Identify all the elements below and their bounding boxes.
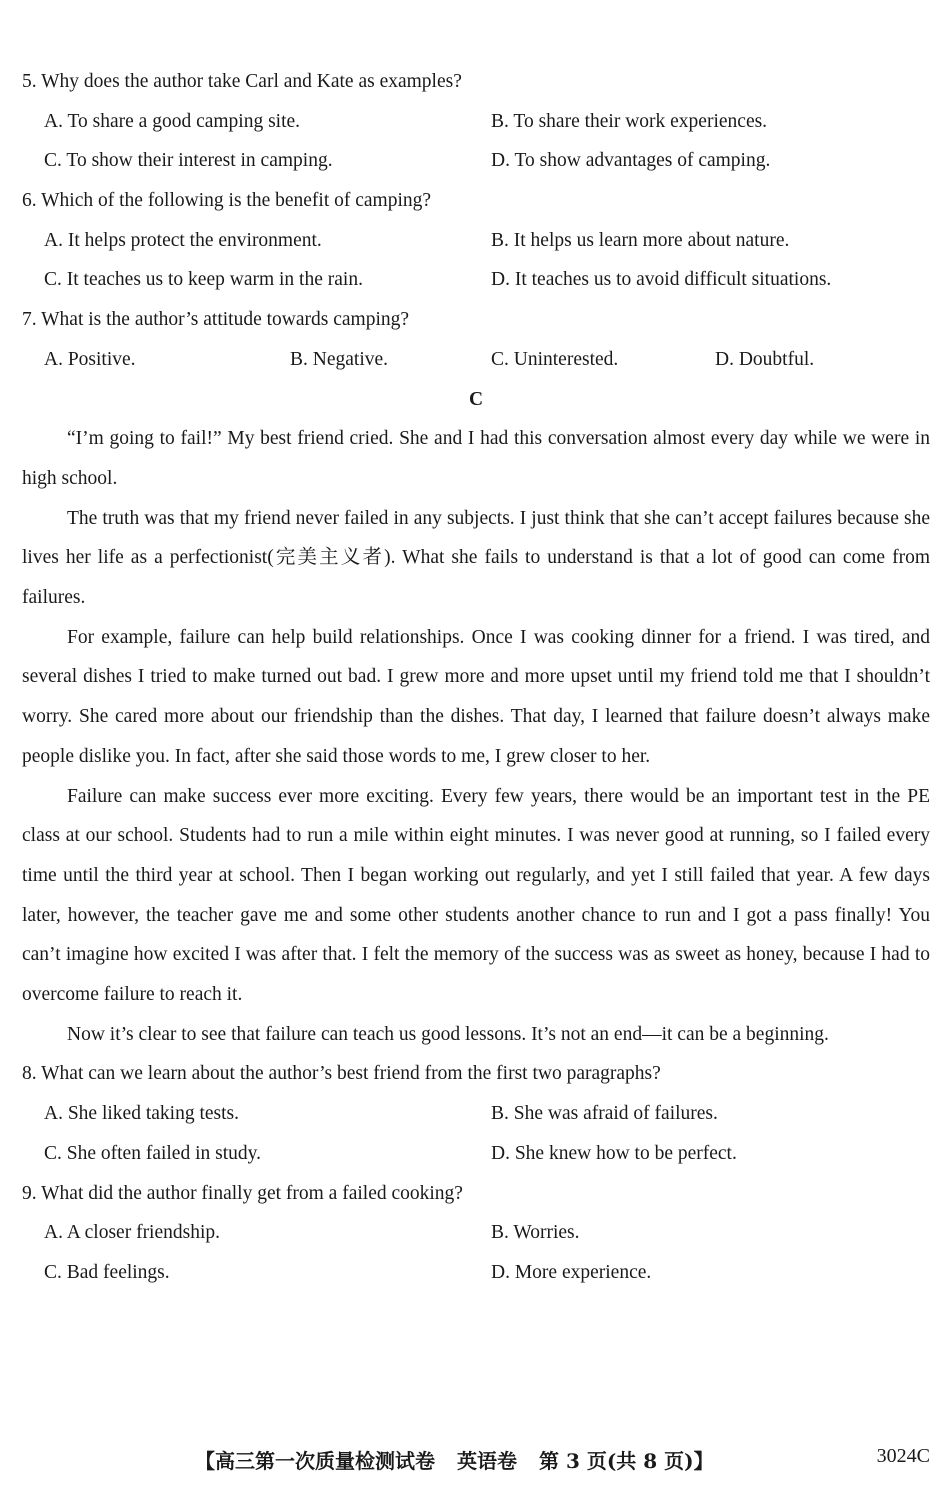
- question-8-options-row-1: [22, 1094, 930, 1134]
- footer-title: [195, 1445, 714, 1474]
- question-6-options-row-2: [22, 260, 930, 300]
- q8-option-d: D. She knew how to be perfect.: [491, 1142, 737, 1164]
- footer-page-info: 第 3 页(共 8 页): [539, 1449, 694, 1473]
- q7-option-a: A. Positive.: [44, 348, 136, 370]
- footer-paper-code: 3024C: [876, 1445, 930, 1467]
- passage-paragraph-3: For example, failure can help build relationships. Once I was cooking dinner for a friend. I was tired, and several dishes I tried to make turned out bad. I grew more and more upset until my friend told me that I shouldn’t worry. She cared more about our friendship than the dishes. That day, I learned that failure doesn’t always make people dislike you. In fact, after she said those words to me, I grew closer to her.: [22, 626, 930, 767]
- q5-option-a: A. To share a good camping site.: [44, 110, 301, 132]
- question-9-stem: 9. What did the author finally get from a failed cooking?: [22, 1182, 463, 1204]
- passage-paragraph-1: “I’m going to fail!” My best friend cried. She and I had this conversation almost every day while we were in high school.: [22, 428, 930, 489]
- q5-option-c: C. To show their interest in camping.: [44, 150, 333, 172]
- footer-right-bracket: 】: [693, 1449, 714, 1473]
- question-7-options-row: [22, 340, 930, 380]
- q6-option-d: D. It teaches us to avoid difficult situations.: [491, 269, 832, 291]
- q5-option-d: D. To show advantages of camping.: [491, 150, 771, 172]
- question-5-stem: 5. Why does the author take Carl and Kate as examples?: [22, 71, 462, 92]
- question-5-options-row-1: [22, 102, 930, 142]
- q7-option-b: B. Negative.: [290, 348, 389, 370]
- q6-option-b: B. It helps us learn more about nature.: [491, 229, 790, 251]
- q8-option-c: C. She often failed in study.: [44, 1142, 261, 1164]
- q9-option-b: B. Worries.: [491, 1222, 580, 1244]
- passage-paragraph-2: The truth was that my friend never failed in any subjects. I just think that she can’t accept failures because she lives her life as a perfectionist(完美主义者). What she fails to understand is that a lot of good can come from failures.: [22, 507, 930, 608]
- passage-paragraph-4: Failure can make success ever more exciting. Every few years, there would be an important test in the PE class at our school. Students had to run a mile within eight minutes. I was never good at running, so I failed every time until the third year at school. Then I began working out regularly, and yet I still failed that year. A few days later, however, the teacher gave me and some other students another chance to run and I got a pass finally! You can’t imagine how excited I was after that. I felt the memory of the success was as sweet as honey, because I had to overcome failure to reach it.: [22, 785, 930, 1006]
- section-c-title: C: [468, 388, 484, 410]
- exam-page: [22, 62, 930, 1293]
- passage-paragraph-5: Now it’s clear to see that failure can teach us good lessons. It’s not an end—it can be a beginning.: [67, 1023, 829, 1045]
- question-6-options-row-1: [22, 221, 930, 261]
- page-footer: [0, 1445, 950, 1475]
- q5-option-b: B. To share their work experiences.: [491, 110, 768, 132]
- question-8-stem: 8. What can we learn about the author’s best friend from the first two paragraphs?: [22, 1063, 661, 1085]
- footer-exam-title: 高三第一次质量检测试卷: [215, 1449, 435, 1473]
- q9-option-c: C. Bad feelings.: [44, 1261, 170, 1283]
- q6-option-c: C. It teaches us to keep warm in the rain.: [44, 269, 363, 291]
- footer-left-bracket: 【: [195, 1449, 215, 1473]
- q6-option-a: A. It helps protect the environment.: [44, 229, 322, 251]
- q7-option-d: D. Doubtful.: [715, 348, 815, 370]
- q7-option-c: C. Uninterested.: [491, 348, 619, 370]
- q8-option-b: B. She was afraid of failures.: [491, 1103, 718, 1125]
- question-6-stem: 6. Which of the following is the benefit of camping?: [22, 190, 432, 212]
- q9-option-a: A. A closer friendship.: [44, 1222, 221, 1244]
- section-c-passage: [22, 419, 930, 1054]
- question-8-options-row-2: [22, 1134, 930, 1174]
- question-9-options-row-1: [22, 1213, 930, 1253]
- q8-option-a: A. She liked taking tests.: [44, 1103, 239, 1125]
- question-5-options-row-2: [22, 141, 930, 181]
- question-7-stem: 7. What is the author’s attitude towards camping?: [22, 309, 410, 331]
- footer-subject: 英语卷: [457, 1449, 517, 1473]
- q9-option-d: D. More experience.: [491, 1261, 652, 1283]
- question-9-options-row-2: [22, 1253, 930, 1293]
